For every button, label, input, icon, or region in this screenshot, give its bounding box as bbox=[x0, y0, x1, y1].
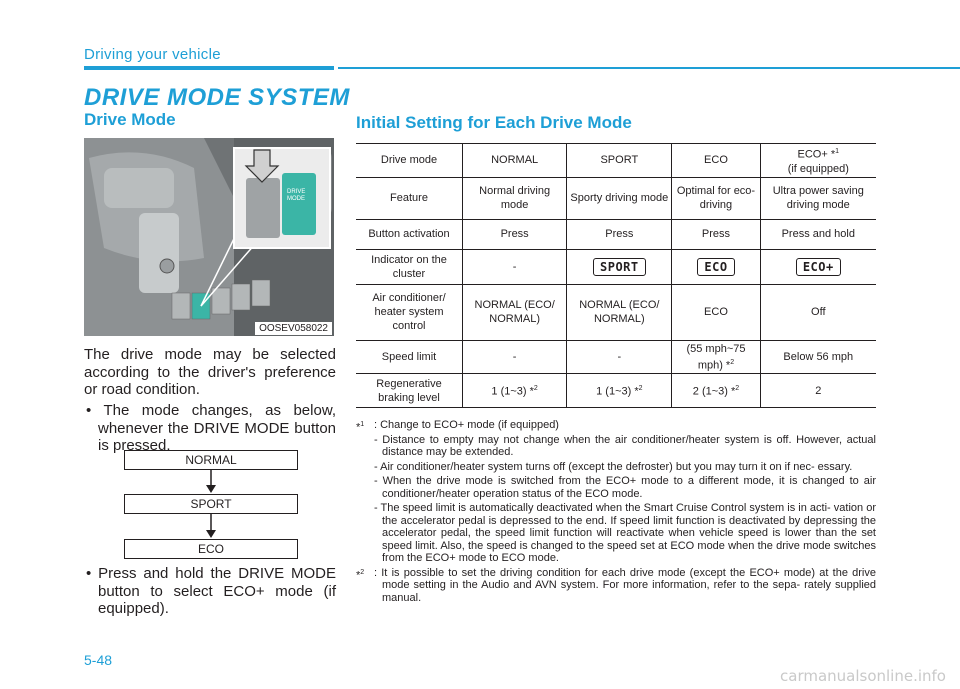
header-bar bbox=[84, 66, 334, 70]
table-cell: Press bbox=[463, 219, 567, 249]
table-cell: Air conditioner/ heater system control bbox=[356, 284, 463, 340]
drive-mode-table bbox=[356, 143, 876, 408]
bullet-mode-change: • The mode changes, as below, whenever the DRIVE MODE button is pressed. bbox=[86, 402, 336, 454]
table-cell: 2 bbox=[760, 374, 876, 408]
table-cell: - bbox=[463, 249, 567, 284]
table-cell: Ultra power saving driving mode bbox=[760, 177, 876, 219]
table-cell: SPORT bbox=[567, 144, 672, 178]
intro-text: The drive mode may be selected according to the driver's preference or road condition. bbox=[84, 346, 336, 398]
table-cell: Normal driving mode bbox=[463, 177, 567, 219]
table-cell: Drive mode bbox=[356, 144, 463, 178]
eco-indicator: ECO bbox=[697, 258, 734, 276]
table-cell: ECO bbox=[672, 284, 760, 340]
footnote-ref: 2 bbox=[638, 385, 643, 393]
table-row bbox=[356, 340, 876, 374]
table-row bbox=[356, 249, 876, 284]
initial-setting-heading: Initial Setting for Each Drive Mode bbox=[356, 113, 632, 132]
table-cell: Off bbox=[760, 284, 876, 340]
watermark: carmanualsonline.info bbox=[780, 667, 946, 685]
table-cell: Feature bbox=[356, 177, 463, 219]
flow-sport: SPORT bbox=[124, 494, 298, 514]
table-row bbox=[356, 177, 876, 219]
table-cell: NORMAL (ECO/ NORMAL) bbox=[567, 284, 672, 340]
table-cell: Regenerative braking level bbox=[356, 374, 463, 408]
table-cell: Press bbox=[567, 219, 672, 249]
footnote-ref: 2 bbox=[730, 358, 735, 366]
bullet-eco-plus: • Press and hold the DRIVE MODE button to select ECO+ mode (if equipped). bbox=[86, 565, 336, 617]
table-cell bbox=[672, 249, 760, 284]
svg-text:DRIVE: DRIVE bbox=[287, 189, 306, 195]
table-cell: - bbox=[567, 340, 672, 374]
page-number: 5-48 bbox=[84, 652, 113, 668]
footnote-1-item: - The speed limit is automatically deactivated when the Smart Cruise Control system is in acti- vation or the accelerator pedal is depressed to the end. If speed limit function is deactivated by depressing the accelerator pedal, the speed limit function will reactivate when vehicle speed is lower than the set speed limit. Also, the speed is changed to the speed set at ECO mode when the drive mode switches from the ECO+ mode to ECO mode. bbox=[374, 502, 876, 564]
regen-normal: 1 (1~3) * bbox=[491, 386, 534, 399]
speed-range: (55 mph~75 mph) * bbox=[686, 342, 746, 372]
eco-plus-indicator: ECO+ bbox=[796, 258, 841, 276]
table-cell: ECO bbox=[672, 144, 760, 178]
table-cell: Sporty driving mode bbox=[567, 177, 672, 219]
table-cell bbox=[567, 249, 672, 284]
table-cell bbox=[672, 374, 760, 408]
drive-mode-photo bbox=[84, 138, 334, 336]
table-cell: Speed limit bbox=[356, 340, 463, 374]
header-rule bbox=[338, 67, 960, 69]
table-cell: Indicator on the cluster bbox=[356, 249, 463, 284]
table-cell: NORMAL (ECO/ NORMAL) bbox=[463, 284, 567, 340]
footnote-mark: *$^1$ bbox=[356, 421, 365, 434]
table-cell: Optimal for eco- driving bbox=[672, 177, 760, 219]
table-row bbox=[356, 144, 876, 178]
table-cell bbox=[567, 374, 672, 408]
flow-normal: NORMAL bbox=[124, 450, 298, 470]
table-cell: Button activation bbox=[356, 219, 463, 249]
footnote-1-item: - When the drive mode is switched from the ECO+ mode to a different mode, it is changed to air conditioner/heater operation status of the ECO mode. bbox=[374, 475, 876, 500]
footnote-1: *$^1$ : Change to ECO+ mode (if equipped) bbox=[356, 419, 559, 434]
page-title: DRIVE MODE SYSTEM bbox=[84, 84, 350, 111]
table-cell: Press bbox=[672, 219, 760, 249]
console-illustration bbox=[84, 138, 334, 336]
footnote-ref: 2 bbox=[533, 385, 538, 393]
eco-plus-label: ECO+ * bbox=[797, 148, 836, 161]
footnote-1-item: - Distance to empty may not change when the air conditioner/heater system is off. However, actual distance may be extended. bbox=[374, 433, 876, 458]
footnotes bbox=[356, 419, 876, 604]
table-cell bbox=[672, 340, 760, 374]
footnote-1-item: - Air conditioner/heater system turns off (except the defroster) but you may turn it on if nec- essary. bbox=[374, 460, 853, 473]
flow-arrow-1 bbox=[205, 470, 217, 494]
svg-text:MODE: MODE bbox=[287, 196, 305, 202]
table-cell: - bbox=[463, 340, 567, 374]
table-cell: Press and hold bbox=[760, 219, 876, 249]
sport-indicator: SPORT bbox=[593, 258, 646, 276]
table-cell: NORMAL bbox=[463, 144, 567, 178]
flow-eco: ECO bbox=[124, 539, 298, 559]
footnote-ref: 1 bbox=[835, 148, 840, 155]
footnote-ref: 2 bbox=[735, 385, 740, 393]
table-cell bbox=[760, 144, 876, 178]
regen-sport: 1 (1~3) * bbox=[596, 386, 639, 399]
section-label: Driving your vehicle bbox=[84, 46, 221, 63]
footnote-2: *$^2$ : It is possible to set the driving condition for each drive mode (except the ECO+ mode) at the drive mode setting in the Audio and AVN system. For more information, refer to the sepa- rately supplied manual. bbox=[356, 566, 876, 604]
footnote-mark: *$^2$ bbox=[356, 568, 365, 582]
if-equipped-label: (if equipped) bbox=[787, 162, 849, 175]
image-code: OOSEV058022 bbox=[255, 322, 332, 335]
table-row bbox=[356, 284, 876, 340]
drive-mode-heading: Drive Mode bbox=[84, 110, 176, 129]
table-row bbox=[356, 374, 876, 408]
flow-arrow-2 bbox=[205, 514, 217, 539]
table-cell: Below 56 mph bbox=[760, 340, 876, 374]
table-cell bbox=[463, 374, 567, 408]
regen-eco: 2 (1~3) * bbox=[692, 386, 736, 399]
table-row bbox=[356, 219, 876, 249]
table-cell bbox=[760, 249, 876, 284]
